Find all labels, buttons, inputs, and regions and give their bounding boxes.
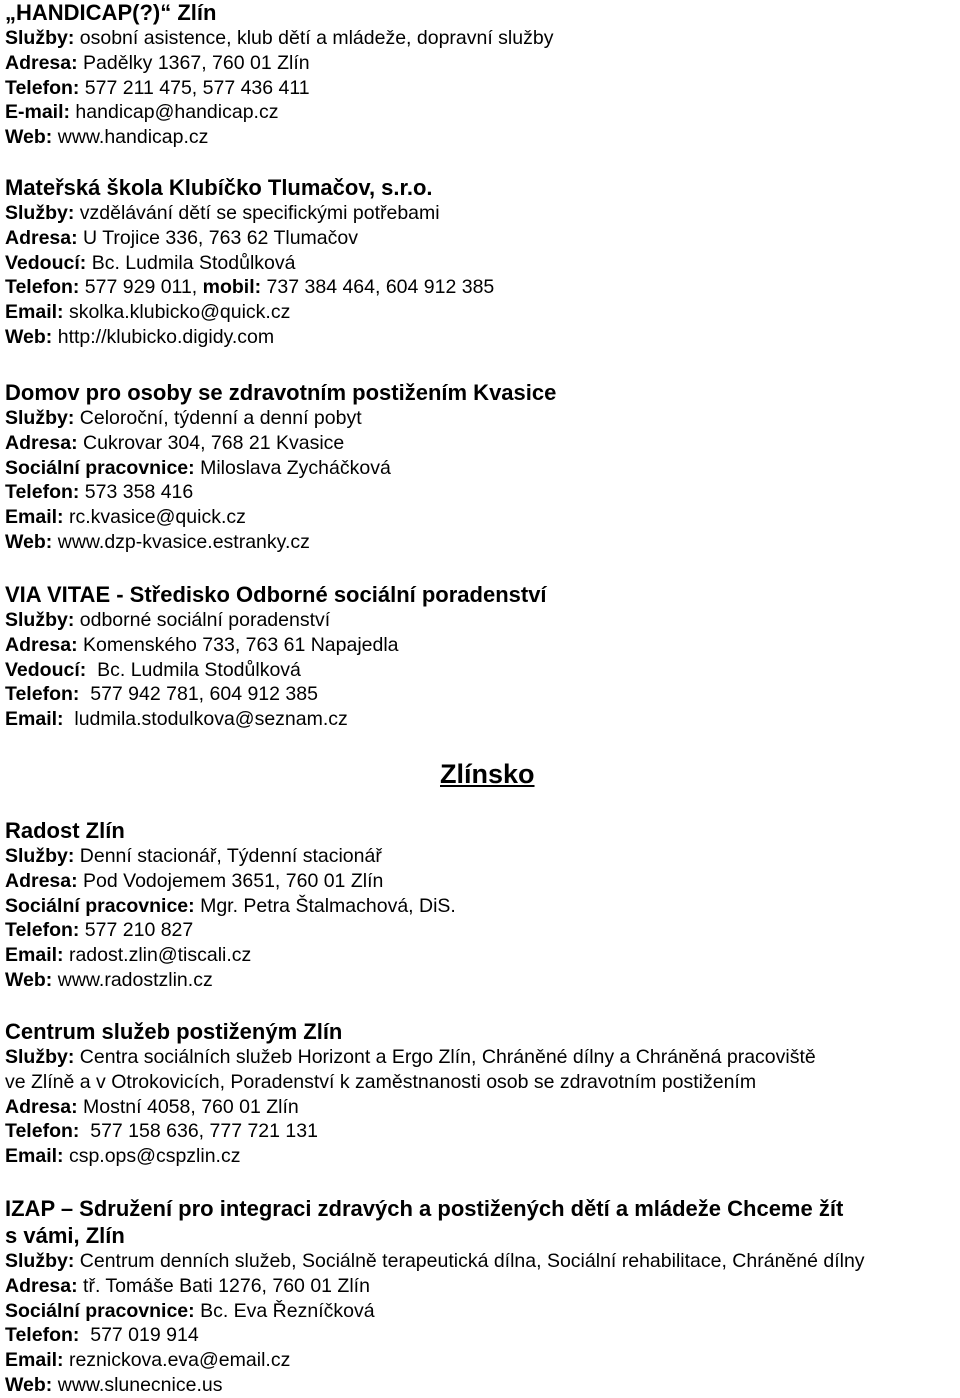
services-label: Služby:: [5, 845, 75, 867]
address-line: [5, 431, 956, 456]
social-worker-line: [5, 456, 956, 481]
web-line: [5, 125, 956, 150]
phone-value: 577 158 636, 777 721 131: [79, 1120, 318, 1143]
email-line: [5, 707, 956, 732]
email-line: [5, 943, 956, 968]
email-line: [5, 1144, 956, 1169]
phone-line: [5, 76, 956, 101]
web-link[interactable]: www.dzp-kvasice.estranky.cz: [52, 530, 310, 553]
org-via-vitae: [5, 581, 956, 732]
phone-value: 573 358 416: [79, 481, 194, 504]
email-line: [5, 100, 956, 125]
address-label: Adresa:: [5, 1274, 78, 1297]
services-value: odborné sociální poradenství: [74, 609, 331, 631]
phone-label: Telefon:: [5, 481, 80, 504]
org-title: VIA VITAE - Středisko Odborné sociální poradenství: [5, 582, 547, 607]
phone-label: Telefon:: [5, 919, 80, 942]
org-title: Centrum služeb postiženým Zlín: [5, 1019, 343, 1044]
manager-label: Vedoucí:: [5, 658, 87, 681]
phone-value: 577 929 011,: [79, 276, 203, 299]
services-value: Centra sociálních služeb Horizont a Ergo Zlín, Chráněné dílny a Chráněná pracoviště: [74, 1046, 816, 1068]
email-line: [5, 505, 956, 530]
region-heading: Zlínsko: [440, 759, 535, 789]
services-label: Služby:: [5, 27, 75, 49]
address-line: [5, 51, 956, 76]
web-label: Web:: [5, 126, 53, 149]
social-worker-label: Sociální pracovnice:: [5, 894, 195, 917]
phone-value: 577 210 827: [79, 919, 194, 942]
social-worker-value: Miloslava Zycháčková: [194, 456, 391, 479]
services-label: Služby:: [5, 1250, 75, 1272]
web-line: [5, 1373, 956, 1398]
phone-line: [5, 918, 956, 943]
email-line: [5, 1348, 956, 1373]
web-link[interactable]: www.handicap.cz: [52, 126, 209, 149]
manager-line: [5, 251, 956, 276]
social-worker-value: Mgr. Petra Štalmachová, DiS.: [194, 894, 456, 917]
phone-line: [5, 1119, 956, 1144]
web-line: [5, 968, 956, 993]
email-link[interactable]: csp.ops@cspzlin.cz: [63, 1145, 241, 1168]
social-worker-value: Bc. Eva Řezníčková: [194, 1299, 375, 1322]
services-line: [5, 406, 956, 431]
address-label: Adresa:: [5, 633, 78, 656]
email-link[interactable]: handicap@handicap.cz: [70, 101, 279, 124]
services-label: Služby:: [5, 407, 75, 429]
web-label: Web:: [5, 325, 53, 348]
email-line: [5, 300, 956, 325]
email-label: E-mail:: [5, 101, 71, 124]
address-line: [5, 1274, 956, 1299]
org-title-continued: s vámi, Zlín: [5, 1223, 125, 1248]
email-label: Email:: [5, 708, 64, 731]
mobile-value: 737 384 464, 604 912 385: [261, 276, 495, 299]
address-value: Cukrovar 304, 768 21 Kvasice: [77, 431, 345, 454]
address-line: [5, 1095, 956, 1120]
web-label: Web:: [5, 530, 53, 553]
email-link[interactable]: rc.kvasice@quick.cz: [63, 506, 246, 529]
email-label: Email:: [5, 1145, 64, 1168]
address-value: Padělky 1367, 760 01 Zlín: [77, 51, 310, 74]
social-worker-label: Sociální pracovnice:: [5, 1299, 195, 1322]
email-label: Email:: [5, 506, 64, 529]
web-label: Web:: [5, 1373, 53, 1396]
phone-line: [5, 1323, 956, 1348]
web-label: Web:: [5, 968, 53, 991]
address-line: [5, 633, 956, 658]
address-value: Mostní 4058, 760 01 Zlín: [77, 1095, 299, 1118]
org-radost: [5, 817, 956, 993]
web-link[interactable]: http://klubicko.digidy.com: [52, 325, 275, 348]
phone-label: Telefon:: [5, 1120, 80, 1143]
email-label: Email:: [5, 944, 64, 967]
address-value: Komenského 733, 763 61 Napajedla: [77, 633, 399, 656]
phone-value: 577 942 781, 604 912 385: [79, 683, 318, 706]
phone-label: Telefon:: [5, 1324, 80, 1347]
email-link[interactable]: ludmila.stodulkova@seznam.cz: [63, 708, 348, 731]
web-line: [5, 530, 956, 555]
org-title: Radost Zlín: [5, 818, 125, 843]
phone-value: 577 019 914: [79, 1324, 199, 1347]
social-worker-line: [5, 1299, 956, 1324]
manager-value: Bc. Ludmila Stodůlková: [86, 658, 301, 681]
services-line-continued: ve Zlíně a v Otrokovicích, Poradenství k zaměstnanosti osob se zdravotním postižením: [5, 1070, 757, 1093]
services-value: vzdělávání dětí se specifickými potřebami: [74, 202, 440, 224]
services-label: Služby:: [5, 202, 75, 224]
address-value: Pod Vodojemem 3651, 760 01 Zlín: [77, 869, 384, 892]
phone-line: [5, 682, 956, 707]
manager-value: Bc. Ludmila Stodůlková: [86, 251, 296, 274]
services-value: Denní stacionář, Týdenní stacionář: [74, 845, 382, 867]
services-label: Služby:: [5, 609, 75, 631]
address-label: Adresa:: [5, 1095, 78, 1118]
phone-label: Telefon:: [5, 276, 80, 299]
org-title: IZAP – Sdružení pro integraci zdravých a postižených dětí a mládeže Chceme žít: [5, 1196, 844, 1221]
address-value: tř. Tomáše Bati 1276, 760 01 Zlín: [77, 1274, 370, 1297]
manager-line: [5, 658, 956, 683]
email-link[interactable]: radost.zlin@tiscali.cz: [63, 944, 252, 967]
org-centrum: [5, 1018, 956, 1169]
mobile-label: mobil:: [202, 276, 262, 299]
address-label: Adresa:: [5, 226, 78, 249]
web-link[interactable]: www.radostzlin.cz: [52, 968, 213, 991]
address-label: Adresa:: [5, 431, 78, 454]
org-klubicko: [5, 174, 956, 350]
services-line: [5, 26, 956, 51]
address-label: Adresa:: [5, 869, 78, 892]
address-value: U Trojice 336, 763 62 Tlumačov: [77, 226, 358, 249]
social-worker-line: [5, 894, 956, 919]
services-line: [5, 201, 956, 226]
address-line: [5, 226, 956, 251]
org-handicap: [5, 0, 956, 150]
email-link[interactable]: reznickova.eva@email.cz: [63, 1349, 291, 1372]
services-value: Celoroční, týdenní a denní pobyt: [74, 407, 362, 429]
social-worker-label: Sociální pracovnice:: [5, 456, 195, 479]
phone-line: [5, 275, 956, 300]
web-link[interactable]: www.slunecnice.us: [52, 1373, 223, 1396]
org-title: Domov pro osoby se zdravotním postižením Kvasice: [5, 380, 557, 405]
org-izap: [5, 1195, 956, 1398]
manager-label: Vedoucí:: [5, 251, 87, 274]
services-value: osobní asistence, klub dětí a mládeže, dopravní služby: [74, 27, 554, 49]
services-line: [5, 1045, 956, 1070]
email-label: Email:: [5, 301, 64, 324]
org-kvasice: [5, 379, 956, 555]
phone-line: [5, 480, 956, 505]
services-line: [5, 844, 956, 869]
org-title: „HANDICAP(?)“ Zlín: [5, 0, 217, 25]
address-label: Adresa:: [5, 51, 78, 74]
web-line: [5, 325, 956, 350]
address-line: [5, 869, 956, 894]
phone-label: Telefon:: [5, 683, 80, 706]
phone-label: Telefon:: [5, 76, 80, 99]
services-line: [5, 1249, 956, 1274]
services-line: [5, 608, 956, 633]
org-title: Mateřská škola Klubíčko Tlumačov, s.r.o.: [5, 175, 433, 200]
services-value: Centrum denních služeb, Sociálně terapeutická dílna, Sociální rehabilitace, Chráněné dílny: [74, 1250, 865, 1272]
services-label: Služby:: [5, 1046, 75, 1068]
phone-value: 577 211 475, 577 436 411: [79, 76, 310, 99]
email-label: Email:: [5, 1349, 64, 1372]
email-link[interactable]: skolka.klubicko@quick.cz: [63, 301, 291, 324]
